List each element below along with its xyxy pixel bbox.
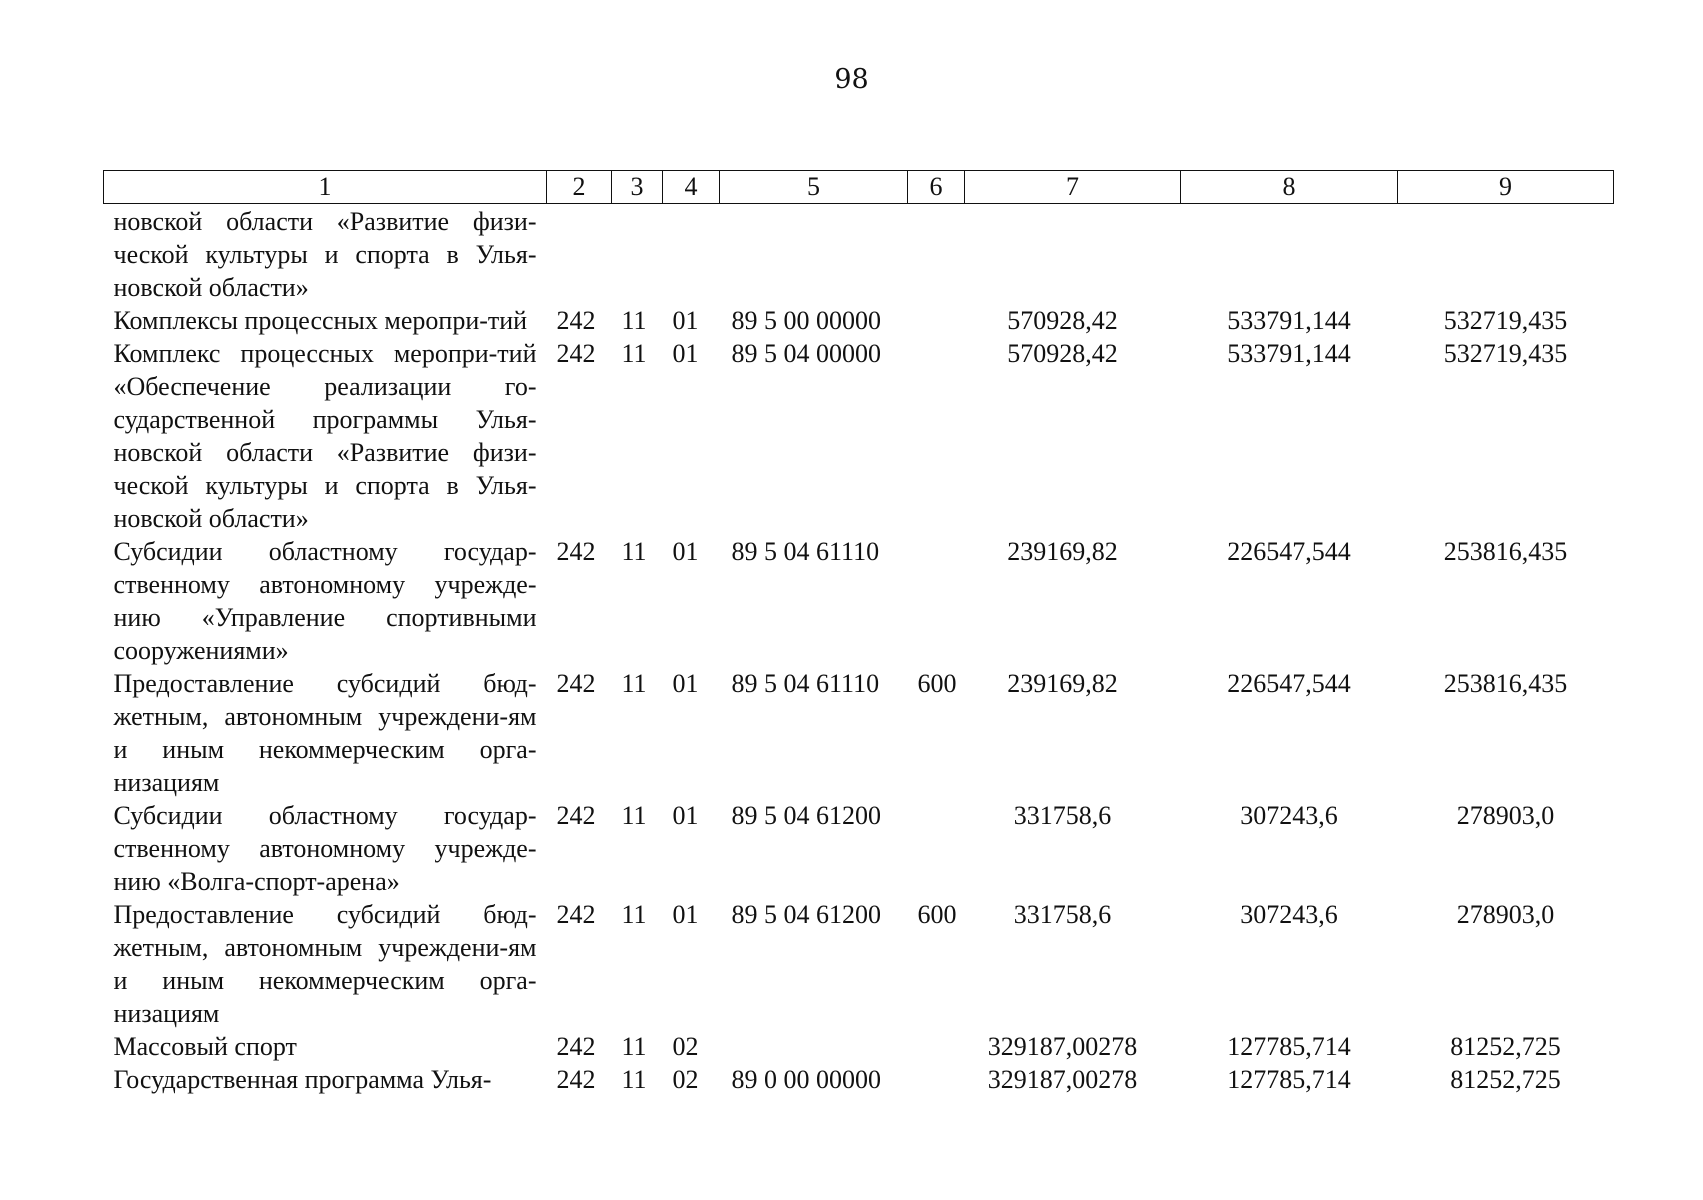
subsection-code: 01 (672, 306, 699, 335)
row-name: Субсидии областному государ-ственному автономному учрежде-нию «Управление спортивными сооружениями» (113, 537, 537, 665)
table-body (104, 204, 1614, 1097)
row-name: Комплексы процессных меропри-тий (113, 306, 528, 335)
target-article-code: 89 5 04 61200 (731, 900, 881, 929)
column-header: 4 (663, 171, 720, 204)
target-article-code (720, 1030, 908, 1063)
table-row (104, 1030, 1614, 1063)
table-row (104, 304, 1614, 337)
ministry-code: 242 (556, 537, 596, 566)
amount-col-7: 570928,42 (1007, 306, 1118, 335)
section-code: 11 (621, 900, 647, 929)
amount-col-9: 532719,435 (1443, 339, 1568, 368)
amount-col-7: 331758,6 (1013, 801, 1112, 830)
amount-col-9: 253816,435 (1443, 669, 1568, 698)
amount-col-8: 226547,544 (1227, 537, 1351, 566)
expense-type-code (908, 337, 965, 535)
amount-col-7: 570928,42 (1007, 339, 1118, 368)
table-row (104, 1063, 1614, 1096)
subsection-code (663, 204, 720, 305)
amount-col-9: 81252,725 (1450, 1032, 1561, 1061)
section-code: 11 (621, 1032, 647, 1061)
expense-type-code: 600 (917, 900, 957, 929)
table-row (104, 898, 1614, 1030)
subsection-code: 01 (672, 900, 699, 929)
section-code: 11 (621, 339, 647, 368)
amount-col-8: 307243,6 (1240, 801, 1338, 830)
table-header (104, 171, 1614, 204)
table-row (104, 204, 1614, 305)
amount-col-8: 127785,714 (1227, 1032, 1351, 1061)
target-article-code: 89 0 00 00000 (731, 1065, 881, 1094)
amount-col-8 (1181, 204, 1398, 305)
ministry-code: 242 (556, 801, 596, 830)
ministry-code: 242 (556, 1065, 596, 1094)
subsection-code: 01 (672, 669, 699, 698)
amount-col-8: 127785,714 (1227, 1065, 1351, 1094)
amount-col-7: 329187,00278 (987, 1065, 1138, 1094)
column-header: 3 (612, 171, 663, 204)
ministry-code: 242 (556, 900, 596, 929)
table-row (104, 535, 1614, 667)
amount-col-9: 278903,0 (1456, 801, 1555, 830)
section-code: 11 (621, 306, 647, 335)
page-number: 98 (834, 64, 869, 95)
expense-type-code: 600 (917, 669, 957, 698)
target-article-code: 89 5 04 61110 (731, 669, 880, 698)
amount-col-7: 331758,6 (1013, 900, 1112, 929)
subsection-code: 02 (672, 1032, 699, 1061)
amount-col-7 (965, 204, 1181, 305)
section-code: 11 (621, 1065, 647, 1094)
row-name: Государственная программа Улья- (113, 1065, 492, 1094)
row-name: Комплекс процессных меропри-тий «Обеспечение реализации го-сударственной программы Улья-новской области «Развитие физи-ческой культуры и спорта в Улья-новской области» (113, 339, 537, 533)
expense-type-code (908, 535, 965, 667)
ministry-code: 242 (556, 306, 596, 335)
expense-type-code (908, 1030, 965, 1063)
amount-col-9: 532719,435 (1443, 306, 1568, 335)
row-name: новской области «Развитие физи-ческой культуры и спорта в Улья-новской области» (113, 207, 537, 302)
amount-col-8: 307243,6 (1240, 900, 1338, 929)
section-code: 11 (621, 669, 647, 698)
amount-col-9: 81252,725 (1450, 1065, 1561, 1094)
column-header: 7 (965, 171, 1181, 204)
row-name: Предоставление субсидий бюд-жетным, автономным учреждени-ям и иным некоммерческим орга-низациям (113, 669, 537, 797)
column-header: 2 (547, 171, 612, 204)
amount-col-9 (1398, 204, 1614, 305)
amount-col-7: 329187,00278 (987, 1032, 1138, 1061)
target-article-code (720, 204, 908, 305)
column-header: 8 (1181, 171, 1398, 204)
amount-col-9: 278903,0 (1456, 900, 1555, 929)
table-row (104, 799, 1614, 898)
amount-col-7: 239169,82 (1007, 669, 1118, 698)
target-article-code: 89 5 00 00000 (731, 306, 881, 335)
ministry-code: 242 (556, 669, 596, 698)
column-header: 1 (104, 171, 547, 204)
subsection-code: 02 (672, 1065, 699, 1094)
header-row (104, 171, 1614, 204)
column-header: 5 (720, 171, 908, 204)
column-header: 9 (1398, 171, 1614, 204)
expense-type-code (908, 304, 965, 337)
section-code: 11 (621, 537, 647, 566)
expense-type-code (908, 1063, 965, 1096)
column-header: 6 (908, 171, 965, 204)
ministry-code: 242 (556, 1032, 596, 1061)
section-code: 11 (621, 801, 647, 830)
table-row (104, 667, 1614, 799)
row-name: Массовый спорт (113, 1032, 297, 1061)
amount-col-7: 239169,82 (1007, 537, 1118, 566)
row-name: Предоставление субсидий бюд-жетным, автономным учреждени-ям и иным некоммерческим орга-низациям (113, 900, 537, 1028)
expense-type-code (908, 204, 965, 305)
ministry-code: 242 (556, 339, 596, 368)
amount-col-9: 253816,435 (1443, 537, 1568, 566)
subsection-code: 01 (672, 339, 699, 368)
target-article-code: 89 5 04 00000 (731, 339, 881, 368)
ministry-code (547, 204, 612, 305)
target-article-code: 89 5 04 61200 (731, 801, 881, 830)
amount-col-8: 533791,144 (1227, 339, 1351, 368)
amount-col-8: 226547,544 (1227, 669, 1351, 698)
target-article-code: 89 5 04 61110 (731, 537, 880, 566)
expense-type-code (908, 799, 965, 898)
row-name: Субсидии областному государ-ственному автономному учрежде-нию «Волга-спорт-арена» (113, 801, 537, 896)
subsection-code: 01 (672, 801, 699, 830)
section-code (612, 204, 663, 305)
budget-table (103, 170, 1614, 1096)
amount-col-8: 533791,144 (1227, 306, 1351, 335)
table-row (104, 337, 1614, 535)
subsection-code: 01 (672, 537, 699, 566)
